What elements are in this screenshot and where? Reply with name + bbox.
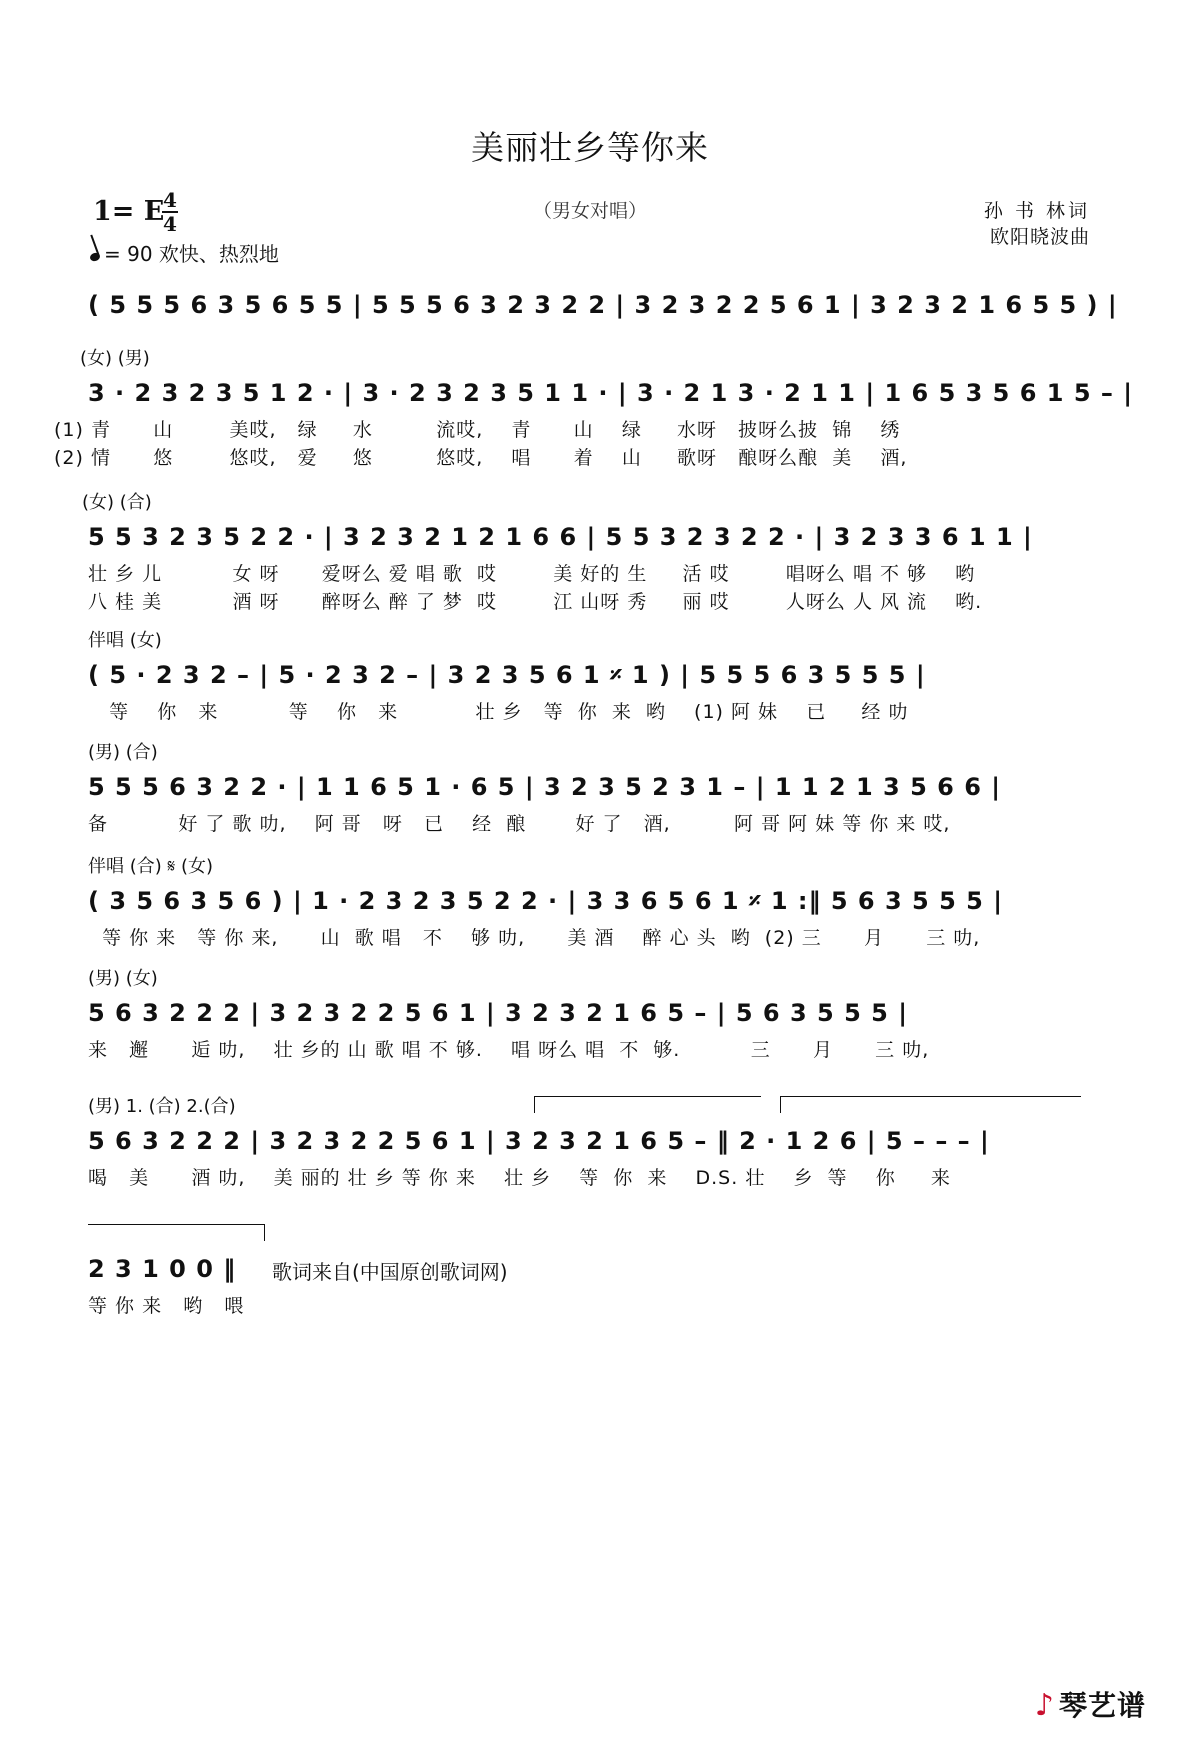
song-title: 美丽壮乡等你来	[471, 128, 709, 167]
time-signature-bottom: 4	[163, 212, 177, 236]
first-ending-bracket	[534, 1096, 761, 1113]
score-row-6	[88, 856, 1090, 1006]
part-label-row-7: (男) (女)	[88, 968, 158, 989]
part-label-row-5: (男) (合)	[88, 742, 158, 763]
composer-credit: 欧阳晓波曲	[989, 226, 1090, 248]
notes-row-1: ( 5 5 5 6 3 5 6 5 5 | 5 5 5 6 3 2 3 2 2 | 3 2 3 2 2 5 6 1 | 3 2 3 2 1 6 5 5 ) |	[88, 291, 1118, 319]
tempo-marking	[90, 238, 279, 267]
notes-row-8: 5 6 3 2 2 2 | 3 2 3 2 2 5 6 1 | 3 2 3 2 1 6 5 – ‖ 2 · 1 2 6 | 5 – – – |	[88, 1127, 990, 1155]
lyrics-row-3-verse-1: 壮 乡 儿 女 呀 爱呀么 爱 唱 歌 哎 美 好的 生 活 哎 唱呀么 唱 不 够 哟	[88, 563, 976, 585]
score-row-5	[88, 742, 1090, 892]
lyrics-row-6: 等 你 来 等 你 来, 山 歌 唱 不 够 叻, 美 酒 醉 心 头 哟 (2) 三 月 三 叻,	[88, 927, 981, 949]
part-label-row-8: (男) 1. (合) 2.(合)	[88, 1096, 236, 1117]
notes-row-6: ( 3 5 6 3 5 6 ) | 1 · 2 3 2 3 5 2 2 · | 3 3 6 5 6 1 𝄎 1 :‖ 5 6 3 5 5 5 |	[88, 887, 1003, 915]
score-row-9	[88, 1254, 1090, 1374]
watermark-text: 琴艺谱	[1058, 1689, 1146, 1722]
logo-mark-icon: ♪	[1034, 1688, 1055, 1723]
lyrics-row-8: 喝 美 酒 叻, 美 丽的 壮 乡 等 你 来 壮 乡 等 你 来 D.S. 壮 乡 等 你 来	[88, 1167, 951, 1189]
notes-row-2: 3 · 2 3 2 3 5 1 2 · | 3 · 2 3 2 3 5 1 1 · | 3 · 2 1 3 · 2 1 1 | 1 6 5 3 5 6 1 5 – |	[88, 379, 1134, 407]
key-signature: 1= E	[93, 196, 165, 227]
part-label-row-3: (女) (合)	[82, 492, 152, 513]
lyrics-row-5: 备 好 了 歌 叻, 阿 哥 呀 已 经 酿 好 了 酒, 阿 哥 阿 妹 等 你 来 哎,	[88, 813, 951, 835]
part-label-row-2: (女) (男)	[80, 348, 150, 369]
source-note: 歌词来自(中国原创歌词网)	[272, 1260, 508, 1284]
lyrics-row-2-verse-2: (2) 情 悠 悠哎, 爱 悠 悠哎, 唱 着 山 歌呀 酿呀么酿 美 酒,	[54, 447, 908, 469]
subtitle: （男女对唱）	[532, 200, 647, 222]
time-signature-top: 4	[163, 188, 177, 212]
watermark-logo	[1035, 1684, 1146, 1724]
part-label-row-4: 伴唱 (女)	[88, 630, 162, 651]
score-row-3	[82, 492, 1090, 642]
part-label-row-6: 伴唱 (合) 𝄋 (女)	[88, 856, 213, 877]
notes-row-7: 5 6 3 2 2 2 | 3 2 3 2 2 5 6 1 | 3 2 3 2 1 6 5 – | 5 6 3 5 5 5 |	[88, 999, 908, 1027]
notes-row-9: 2 3 1 0 0 ‖	[88, 1255, 237, 1283]
score-row-4	[88, 630, 1090, 780]
quarter-note-icon	[89, 252, 101, 263]
lyricist-credit: 孙 书 林词	[983, 200, 1090, 222]
score-row-2	[54, 348, 1134, 498]
second-ending-bracket	[780, 1096, 1081, 1113]
lyrics-row-2-verse-1: (1) 青 山 美哎, 绿 水 流哎, 青 山 绿 水呀 披呀么披 锦 绣	[54, 419, 901, 441]
tempo-text: = 90 欢快、热烈地	[104, 242, 279, 266]
lyrics-row-3-verse-2: 八 桂 美 酒 呀 醉呀么 醉 了 梦 哎 江 山呀 秀 丽 哎 人呀么 人 风 流 哟.	[88, 591, 983, 613]
notes-row-4: ( 5 · 2 3 2 – | 5 · 2 3 2 – | 3 2 3 5 6 1 𝄎 1 ) | 5 5 5 6 3 5 5 5 |	[88, 661, 926, 689]
lyrics-row-9: 等 你 来 哟 喂	[88, 1295, 245, 1317]
notes-row-5: 5 5 5 6 3 2 2 · | 1 1 6 5 1 · 6 5 | 3 2 3 5 2 3 1 – | 1 1 2 1 3 5 6 6 |	[88, 773, 1002, 801]
final-bracket	[88, 1224, 265, 1241]
lyrics-row-4: 等 你 来 等 你 来 壮 乡 等 你 来 哟 (1) 阿 妹 已 经 叻	[88, 701, 909, 723]
lyrics-row-7: 来 邂 逅 叻, 壮 乡的 山 歌 唱 不 够. 唱 呀么 唱 不 够. 三 月 三 叻,	[88, 1039, 930, 1061]
notes-row-3: 5 5 3 2 3 5 2 2 · | 3 2 3 2 1 2 1 6 6 | 5 5 3 2 3 2 2 · | 3 2 3 3 6 1 1 |	[88, 523, 1033, 551]
